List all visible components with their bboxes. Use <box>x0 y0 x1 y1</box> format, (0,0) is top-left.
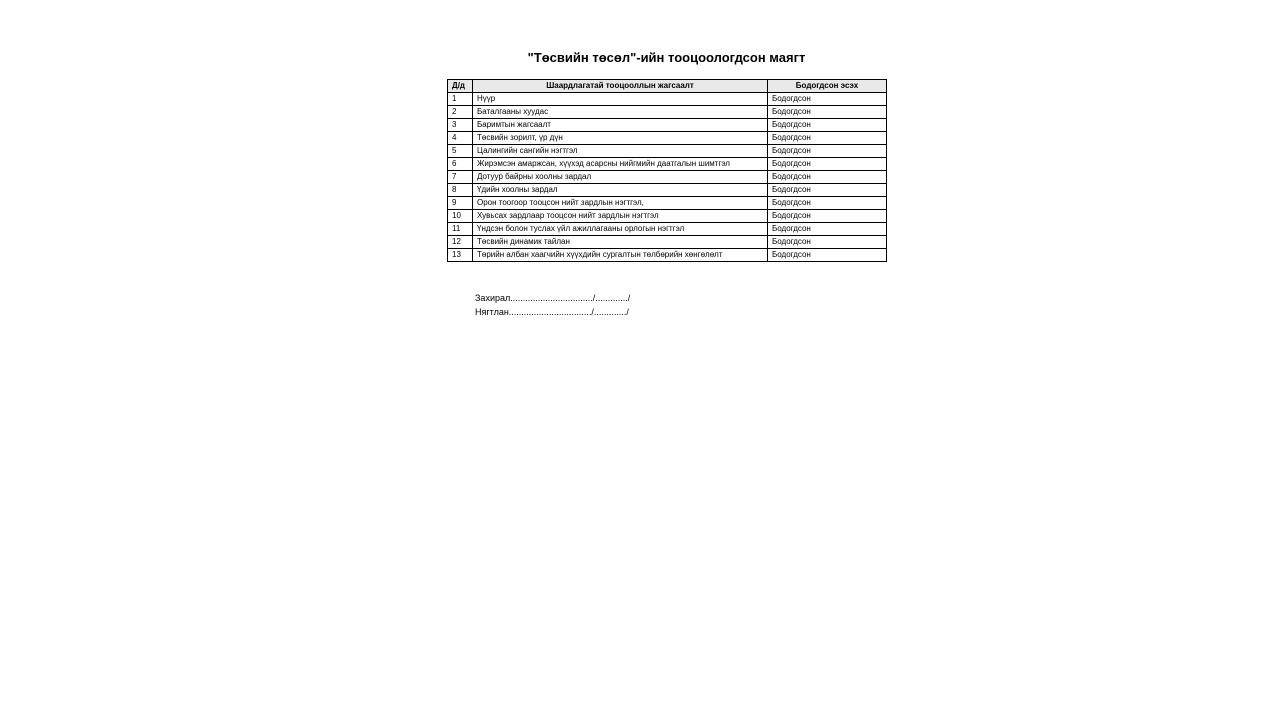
document-title: "Төсвийн төсөл"-ийн тооцоологдсон маягт <box>527 50 806 65</box>
table-row <box>448 249 887 262</box>
row-status-cell: Бодогдсон <box>768 132 887 145</box>
table-body <box>448 93 887 262</box>
row-requirement-cell: Баталгааны хуудас <box>473 106 768 119</box>
checklist-table <box>447 79 887 262</box>
row-number-cell: 13 <box>448 249 473 262</box>
table-row <box>448 119 887 132</box>
row-number-cell: 7 <box>448 171 473 184</box>
header-number: Д/д <box>448 80 473 93</box>
table-row <box>448 210 887 223</box>
row-number-cell: 2 <box>448 106 473 119</box>
row-requirement-cell: Дотуур байрны хоолны зардал <box>473 171 768 184</box>
row-status-cell: Бодогдсон <box>768 106 887 119</box>
row-status-cell: Бодогдсон <box>768 210 887 223</box>
row-status-cell: Бодогдсон <box>768 184 887 197</box>
row-number-cell: 6 <box>448 158 473 171</box>
table-row <box>448 236 887 249</box>
row-requirement-cell: Жирэмсэн амаржсан, хүүхэд асарсны нийгмийн даатгалын шимтгэл <box>473 158 768 171</box>
table-row <box>448 171 887 184</box>
row-status-cell: Бодогдсон <box>768 119 887 132</box>
row-status-cell: Бодогдсон <box>768 145 887 158</box>
row-requirement-cell: Төсвийн зорилт, үр дүн <box>473 132 768 145</box>
row-status-cell: Бодогдсон <box>768 171 887 184</box>
table-row <box>448 158 887 171</box>
row-number-cell: 3 <box>448 119 473 132</box>
director-signature-line: Захирал................................./............./ <box>475 293 631 303</box>
row-number-cell: 5 <box>448 145 473 158</box>
table-row <box>448 197 887 210</box>
row-number-cell: 12 <box>448 236 473 249</box>
row-status-cell: Бодогдсон <box>768 223 887 236</box>
row-number-cell: 10 <box>448 210 473 223</box>
signature-block <box>475 291 630 319</box>
row-requirement-cell: Төрийн албан хаагчийн хүүхдийн сургалтын төлбөрийн хөнгөлөлт <box>473 249 768 262</box>
header-status: Бодогдсон эсэх <box>768 80 887 93</box>
row-requirement-cell: Хувьсах зардлаар тооцсон нийт зардлын нэгтгэл <box>473 210 768 223</box>
row-requirement-cell: Төсвийн динамик тайлан <box>473 236 768 249</box>
row-requirement-cell: Орон тоогоор тооцсон нийт зардлын нэгтгэл, <box>473 197 768 210</box>
row-status-cell: Бодогдсон <box>768 249 887 262</box>
row-status-cell: Бодогдсон <box>768 197 887 210</box>
row-requirement-cell: Баримтын жагсаалт <box>473 119 768 132</box>
row-requirement-cell: Цалингийн сангийн нэгтгэл <box>473 145 768 158</box>
row-status-cell: Бодогдсон <box>768 158 887 171</box>
table-row <box>448 93 887 106</box>
header-requirement: Шаардлагатай тооцооллын жагсаалт <box>473 80 768 93</box>
row-number-cell: 8 <box>448 184 473 197</box>
accountant-signature-line: Нягтлан................................./............./ <box>475 307 629 317</box>
table-row <box>448 145 887 158</box>
row-requirement-cell: Үндсэн болон туслах үйл ажиллагааны орлогын нэгтгэл <box>473 223 768 236</box>
table-header-row <box>448 80 887 93</box>
table-row <box>448 106 887 119</box>
table-row <box>448 132 887 145</box>
table-row <box>448 184 887 197</box>
row-number-cell: 4 <box>448 132 473 145</box>
table-row <box>448 223 887 236</box>
row-requirement-cell: Нүүр <box>473 93 768 106</box>
row-status-cell: Бодогдсон <box>768 93 887 106</box>
row-number-cell: 1 <box>448 93 473 106</box>
row-requirement-cell: Үдийн хоолны зардал <box>473 184 768 197</box>
row-number-cell: 11 <box>448 223 473 236</box>
row-number-cell: 9 <box>448 197 473 210</box>
row-status-cell: Бодогдсон <box>768 236 887 249</box>
